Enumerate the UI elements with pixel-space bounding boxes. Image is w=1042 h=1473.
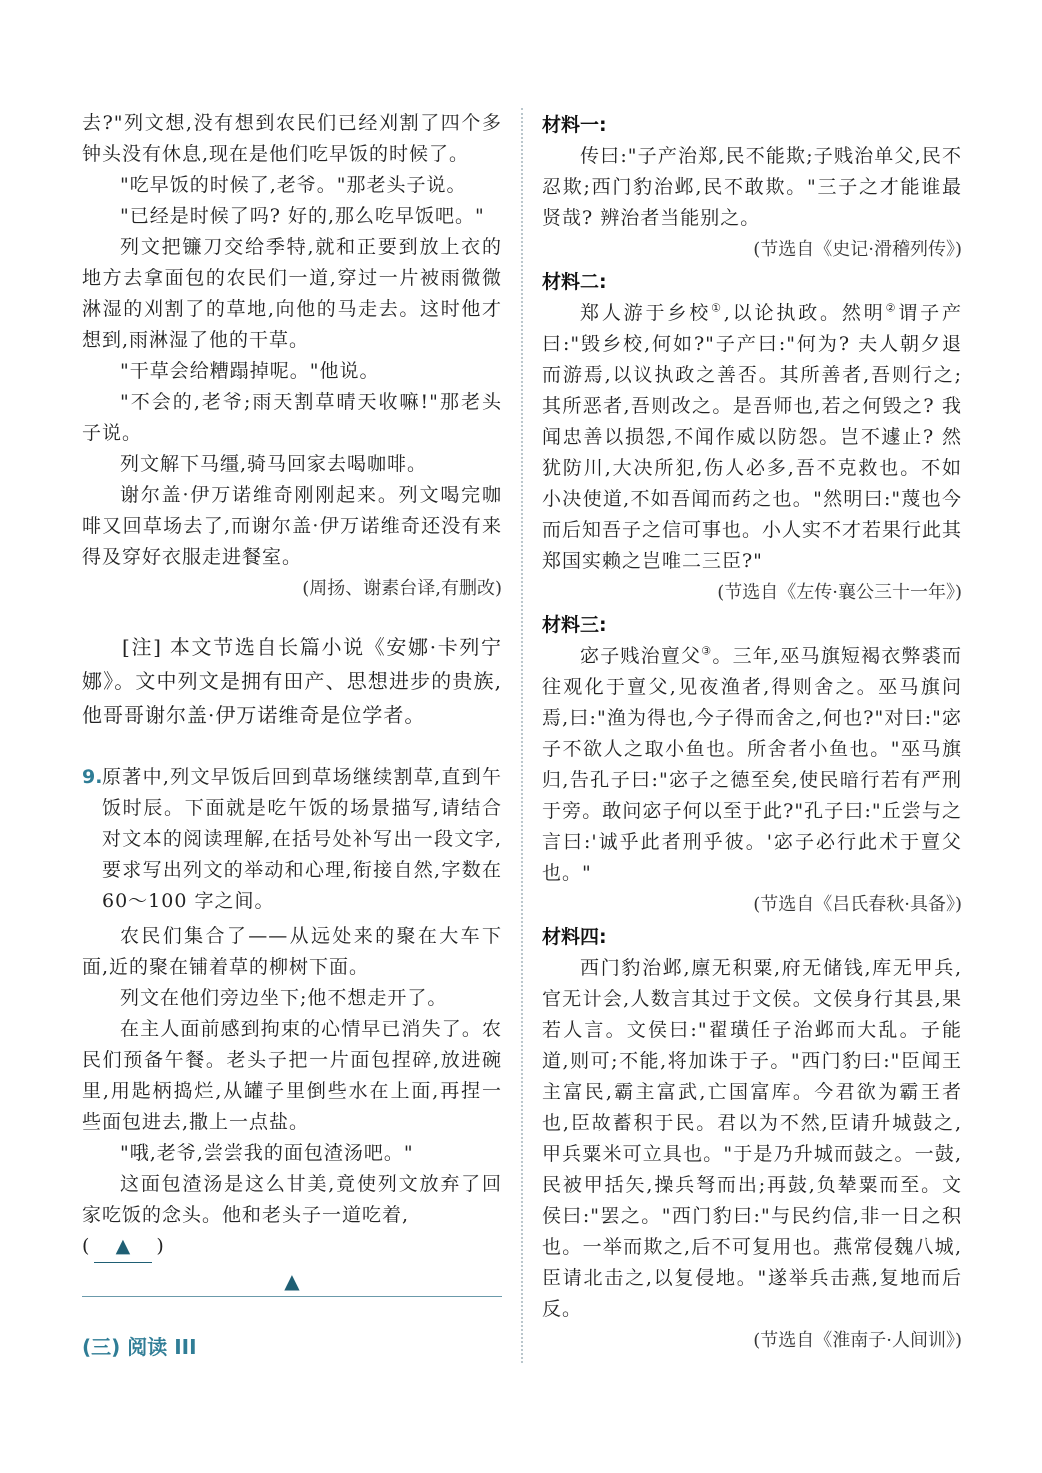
answer-line[interactable]: [82, 1265, 502, 1301]
blank-open-paren: (: [82, 1235, 91, 1257]
passage-paragraph: 列文在他们旁边坐下;他不想走开了。: [120, 987, 448, 1009]
material-text: 宓子贱治亶父③。三年,巫马旗短褐衣弊裘而往观化于亶父,见夜渔者,得则舍之。巫马旗问焉,曰:"渔为得也,今子得而舍之,何也?"对曰:"宓子不欲人之取小鱼也。所舍者小鱼也。"巫马旗归,告孔子曰:"宓子之德至矣,使民暗行若有严刑于旁。敢问宓子何以至于此?"孔子曰:"丘尝与之言曰:'诚乎此者刑乎彼。'宓子必行此术于亶父也。": [542, 644, 962, 884]
question-text: 原著中,列文早饭后回到草场继续割草,直到午饭时辰。下面就是吃午饭的场景描写,请结合对文本的阅读理解,在括号处补写出一段文字,要求写出列文的举动和心理,衔接自然,字数在 60～100 字之间。: [102, 766, 502, 912]
material-heading: 材料一:: [542, 114, 607, 136]
material-4: [542, 922, 962, 1356]
story-paragraph: 去?"列文想,没有想到农民们已经刈割了四个多钟头没有休息,现在是他们吃早饭的时候了。: [82, 112, 502, 165]
right-column: [542, 108, 962, 1356]
question-number: 9.: [82, 766, 103, 788]
answer-rule: [82, 1296, 502, 1297]
story-paragraph: "吃早饭的时候了,老爷。"那老头子说。: [120, 174, 467, 196]
blank-close-paren: ): [156, 1235, 165, 1257]
fill-blank-line: [82, 1231, 502, 1263]
blank-triangle-icon[interactable]: ▲: [94, 1231, 152, 1263]
material-heading: 材料二:: [542, 271, 607, 293]
annotation-note: [注] 本文节选自长篇小说《安娜·卡列宁娜》。文中列文是拥有田产、思想进步的贵族,他哥哥谢尔盖·伊万诺维奇是位学者。: [82, 635, 502, 727]
story-paragraph: 谢尔盖·伊万诺维奇刚刚起来。列文喝完咖啡又回草场去了,而谢尔盖·伊万诺维奇还没有来得及穿好衣服走进餐室。: [82, 484, 502, 568]
material-3: [542, 610, 962, 920]
passage-paragraph: 农民们集合了——从远处来的聚在大车下面,近的聚在铺着草的柳树下面。: [82, 925, 502, 978]
material-source: (节选自《史记·滑稽列传》): [753, 239, 962, 260]
story-paragraph: "干草会给糟蹋掉呢。"他说。: [120, 360, 380, 382]
story-paragraph: 列文解下马缰,骑马回家去喝咖啡。: [120, 453, 428, 475]
material-1: [542, 110, 962, 265]
passage-paragraph: "哦,老爷,尝尝我的面包渣汤吧。": [120, 1142, 414, 1164]
story-paragraph: 列文把镰刀交给季特,就和正要到放上衣的地方去拿面包的农民们一道,穿过一片被雨微微淋湿的刈割了的草地,向他的马走去。这时他才想到,雨淋湿了他的干草。: [82, 236, 502, 351]
material-source: (节选自《左传·襄公三十一年》): [717, 582, 962, 603]
question-9: [82, 762, 502, 917]
passage-paragraph: 在主人面前感到拘束的心情早已消失了。农民们预备午餐。老头子把一片面包捏碎,放进碗里,用匙柄捣烂,从罐子里倒些水在上面,再捏一些面包进去,撒上一点盐。: [82, 1018, 502, 1133]
material-heading: 材料三:: [542, 614, 607, 636]
story-source: (周扬、谢素台译,有删改): [302, 578, 502, 599]
material-text: 传曰:"子产治郑,民不能欺;子贱治单父,民不忍欺;西门豹治邺,民不敢欺。"三子之才能谁最贤哉? 辨治者当能别之。: [542, 145, 962, 229]
material-text: 郑人游于乡校①,以论执政。然明②谓子产曰:"毁乡校,何如?"子产曰:"何为? 夫人朝夕退而游焉,以议执政之善否。其所善者,吾则行之;其所恶者,吾则改之。是吾师也,若之何毁之? 我闻忠善以损怨,不闻作威以防怨。岂不遽止? 然犹防川,大决所犯,伤人必多,吾不克救也。不如小决使道,不如吾闻而药之也。"然明曰:"蔑也今而后知吾子之信可事也。小人实不才若果行此其郑国实赖之岂唯二三臣?": [542, 301, 963, 572]
story-excerpt: [82, 108, 502, 604]
story-paragraph: "已经是时候了吗? 好的,那么吃早饭吧。": [120, 205, 485, 227]
left-column: [82, 108, 502, 1360]
material-text: 西门豹治邺,廪无积粟,府无储钱,库无甲兵,官无计会,人数言其过于文侯。文侯身行其县,果若人言。文侯曰:"翟璜任子治邺而大乱。子能道,则可;不能,将加诛于子。"西门豹曰:"臣闻王主富民,霸主富武,亡国富库。今君欲为霸王者也,臣故蓄积于民。君以为不然,臣请升城鼓之,甲兵粟米可立具也。"于是乃升城而鼓之。一鼓,民被甲括矢,操兵弩而出;再鼓,负辇粟而至。文侯曰:"罢之。"西门豹曰:"与民约信,非一日之积也。一举而欺之,后不可复用也。燕常侵魏八城,臣请北击之,以复侵地。"遂举兵击燕,复地而后反。: [542, 957, 962, 1320]
section-title: (三) 阅读 III: [82, 1335, 197, 1359]
story-paragraph: "不会的,老爷;雨天割草晴天收嘛!"那老头子说。: [82, 391, 502, 444]
answer-triangle-icon: ▲: [284, 1269, 300, 1293]
column-divider: [521, 108, 523, 1363]
material-source: (节选自《淮南子·人间训》): [753, 1330, 962, 1351]
material-2: [542, 267, 962, 608]
question-passage: [82, 921, 502, 1263]
material-heading: 材料四:: [542, 926, 607, 948]
passage-paragraph: 这面包渣汤是这么甘美,竟使列文放弃了回家吃饭的念头。他和老头子一道吃着,: [82, 1173, 502, 1226]
material-source: (节选自《吕氏春秋·具备》): [753, 894, 962, 915]
